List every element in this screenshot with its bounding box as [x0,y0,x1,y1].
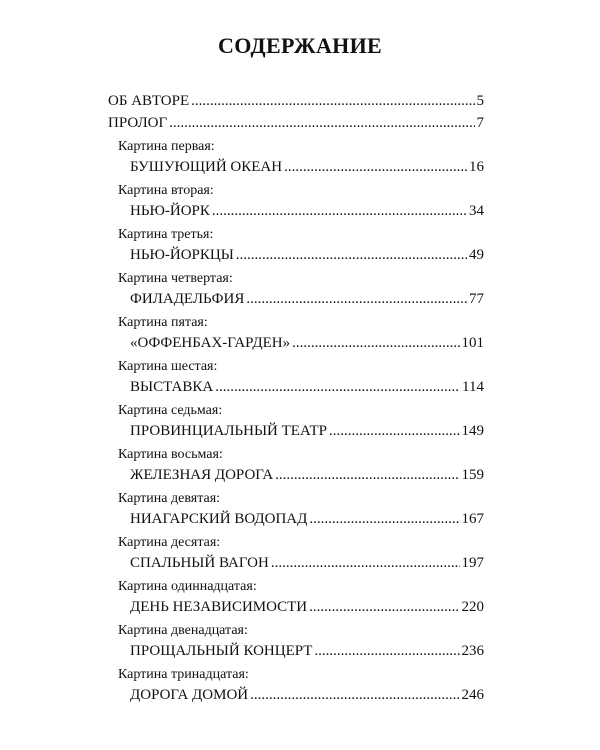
toc-entry-title: ВЫСТАВКА [130,379,214,395]
toc-entry [130,554,484,572]
chapter-label: Картина вторая: [118,183,214,198]
toc-entry [130,246,484,264]
chapter-label: Картина одиннадцатая: [118,579,257,594]
toc-entry-title: НЬЮ-ЙОРК [130,203,210,219]
chapter-label: Картина первая: [118,139,215,154]
toc-entry-title: ФИЛАДЕЛЬФИЯ [130,291,245,307]
toc-entry-page: 167 [461,511,484,527]
toc-entry-page: 114 [462,379,484,395]
toc-entry-page: 149 [461,423,484,439]
toc-entry [130,158,484,176]
toc-entry-page: 77 [469,291,484,307]
toc-entry [130,202,484,220]
toc-entry-title: ЖЕЛЕЗНАЯ ДОРОГА [130,467,274,483]
chapter-label: Картина девятая: [118,491,221,506]
toc-entry-page: 236 [461,643,484,659]
chapter-label: Картина седьмая: [118,403,223,418]
chapter-label: Картина двенадцатая: [118,623,248,638]
toc-entry-page: 101 [461,335,484,351]
toc-entry [130,466,484,484]
toc-entry-page: 246 [461,687,484,703]
toc-entry-page: 220 [461,599,484,615]
toc-entry [130,686,484,704]
dot-leader [314,642,459,660]
toc-entry-title: ДЕНЬ НЕЗАВИСИМОСТИ [130,599,308,615]
toc-entry-title: «ОФФЕНБАХ-ГАРДЕН» [130,335,291,351]
toc-entry-title: БУШУЮЩИЙ ОКЕАН [130,159,283,175]
dot-leader [212,202,467,220]
dot-leader [191,92,474,110]
dot-leader [215,378,460,396]
toc-entry-title: ДОРОГА ДОМОЙ [130,687,249,703]
toc-entry [130,642,484,660]
toc-entry-title: СПАЛЬНЫЙ ВАГОН [130,555,269,571]
page-title: СОДЕРЖАНИЕ [218,33,382,58]
dot-leader [292,334,459,352]
chapter-label: Картина десятая: [118,535,221,550]
toc-entry-title: НИАГАРСКИЙ ВОДОПАД [130,511,308,527]
toc-entry-page: 34 [469,203,484,219]
chapter-label: Картина четвертая: [118,271,233,286]
dot-leader [246,290,467,308]
dot-leader [284,158,467,176]
toc-entry [130,334,484,352]
toc-entry-title: ПРОЛОГ [108,115,168,131]
toc-entry [130,290,484,308]
toc-entry-title: НЬЮ-ЙОРКЦЫ [130,247,234,263]
chapter-label: Картина шестая: [118,359,218,374]
dot-leader [271,554,460,572]
dot-leader [309,598,459,616]
dot-leader [169,114,474,132]
chapter-label: Картина пятая: [118,315,208,330]
toc-entry [108,114,484,132]
chapter-label: Картина тринадцатая: [118,667,249,682]
chapter-label: Картина восьмая: [118,447,223,462]
toc-entry-page: 16 [469,159,484,175]
toc-entry [130,598,484,616]
toc-entry-page: 7 [476,115,484,131]
toc-entry [130,510,484,528]
toc-entry-title: ПРОВИНЦИАЛЬНЫЙ ТЕАТР [130,423,327,439]
toc-entry-title: ОБ АВТОРЕ [108,93,190,109]
dot-leader [236,246,467,264]
toc-entry [108,92,484,110]
toc-entry-page: 49 [469,247,484,263]
toc-entry [130,422,484,440]
toc-entry-page: 197 [461,555,484,571]
dot-leader [309,510,459,528]
dot-leader [329,422,460,440]
toc-entry-page: 5 [476,93,484,109]
dot-leader [250,686,459,704]
toc-entry-page: 159 [461,467,484,483]
toc-entry-title: ПРОЩАЛЬНЫЙ КОНЦЕРТ [130,643,313,659]
toc-entry [130,378,484,396]
dot-leader [275,466,459,484]
chapter-label: Картина третья: [118,227,214,242]
